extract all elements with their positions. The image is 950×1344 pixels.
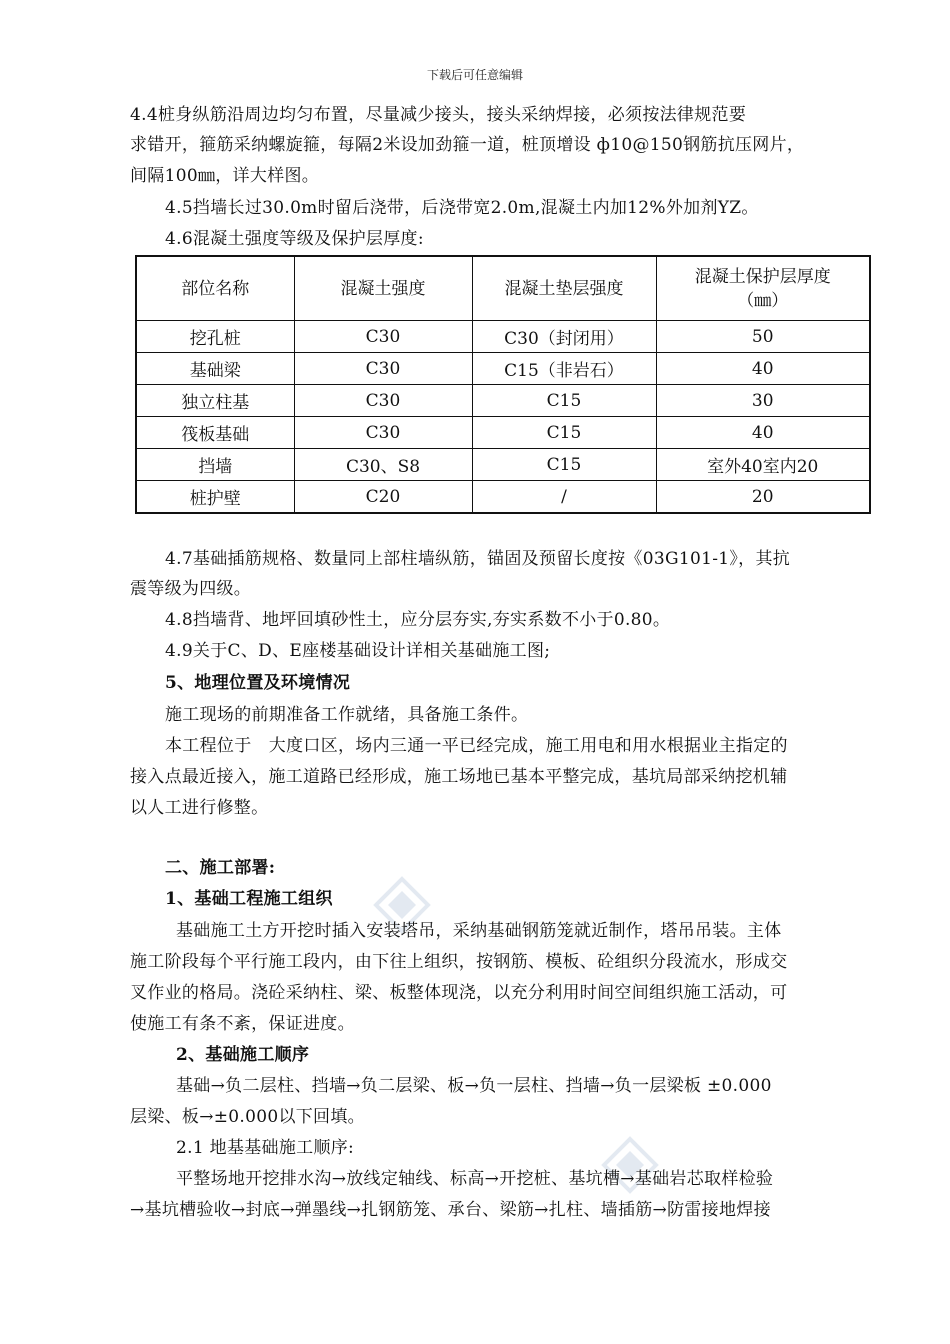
table-cell: C15	[472, 385, 656, 417]
table-cell: C30	[294, 353, 472, 385]
para-2-1-line-4: 使施工有条不紊，保证进度。	[130, 1014, 355, 1034]
header-cover-thickness-unit: （㎜）	[737, 290, 789, 311]
header-cover-thickness	[656, 256, 870, 321]
para-2-2-1-line-2: →基坑槽验收→封底→弹墨线→扎钢筋笼、承台、梁筋→扎柱、墙插筋→防雷接地焊接	[130, 1200, 771, 1220]
para-4-4-line-1: 4.4桩身纵筋沿周边均匀布置，尽量减少接头，接头采纳焊接，必须按法律规范要	[130, 105, 747, 125]
table-row	[136, 481, 870, 514]
table-cell: 挖孔桩	[136, 321, 294, 353]
table-cell: C15	[472, 417, 656, 449]
table-cell: C15（非岩石）	[472, 353, 656, 385]
table-cell: C15	[472, 449, 656, 481]
para-4-7-line-2: 震等级为四级。	[130, 579, 252, 599]
para-2-2-line-2: 层梁、板→±0.000以下回填。	[130, 1107, 365, 1127]
table-row	[136, 385, 870, 417]
para-4-4-line-3: 间隔100㎜，详大样图。	[130, 166, 320, 186]
concrete-strength-table	[135, 255, 871, 514]
heading-2-2: 2、基础施工顺序	[176, 1045, 310, 1065]
table-cell: 40	[656, 417, 870, 449]
para-5a: 施工现场的前期准备工作就绪，具备施工条件。	[165, 705, 529, 725]
header-cover-thickness-label: 混凝土保护层厚度	[694, 266, 831, 287]
para-2-2-1-line-1: 平整场地开挖排水沟→放线定轴线、标高→开挖桩、基坑槽→基础岩芯取样检验	[176, 1169, 774, 1189]
table-cell: 室外40室内20	[656, 449, 870, 481]
heading-2-2-1: 2.1 地基基础施工顺序:	[176, 1138, 355, 1158]
table-row	[136, 417, 870, 449]
table-cell: /	[472, 481, 656, 514]
para-2-1-line-2: 施工阶段每个平行施工段内，由下往上组织，按钢筋、模板、砼组织分段流水，形成交	[130, 952, 788, 972]
table-cell: 独立柱基	[136, 385, 294, 417]
header-note: 下载后可任意编辑	[426, 68, 523, 82]
header-cushion-strength: 混凝土垫层强度	[472, 256, 656, 321]
table-row	[136, 449, 870, 481]
table-cell: 40	[656, 353, 870, 385]
table-row	[136, 353, 870, 385]
para-4-9: 4.9关于C、D、E座楼基础设计详相关基础施工图;	[165, 641, 551, 661]
para-4-7-line-1: 4.7基础插筋规格、数量同上部柱墙纵筋，锚固及预留长度按《03G101-1》，其抗	[165, 549, 791, 569]
table-cell: 筏板基础	[136, 417, 294, 449]
para-2-1-line-1: 基础施工土方开挖时插入安装塔吊，采纳基础钢筋笼就近制作，塔吊吊装。主体	[176, 921, 782, 941]
table-cell: 20	[656, 481, 870, 514]
heading-2: 二、施工部署:	[165, 858, 276, 878]
table-cell: C20	[294, 481, 472, 514]
para-5b-line-2: 接入点最近接入，施工道路已经形成，施工场地已基本平整完成，基坑局部采纳挖机辅	[130, 767, 788, 787]
para-4-5: 4.5挡墙长过30.0m时留后浇带，后浇带宽2.0m,混凝土内加12%外加剂YZ。	[165, 198, 759, 218]
table-header-row	[136, 256, 870, 321]
para-4-4-line-2: 求错开，箍筋采纳螺旋箍，每隔2米设加劲箍一道，桩顶增设 ф10@150钢筋抗压网片，	[130, 135, 805, 155]
para-4-6: 4.6混凝土强度等级及保护层厚度:	[165, 229, 424, 249]
table-cell: 50	[656, 321, 870, 353]
para-2-1-line-3: 叉作业的格局。浇砼采纳柱、梁、板整体现浇，以充分利用时间空间组织施工活动，可	[130, 983, 788, 1003]
heading-5: 5、地理位置及环境情况	[165, 673, 351, 693]
table-cell: 30	[656, 385, 870, 417]
table-cell: 基础梁	[136, 353, 294, 385]
table-cell: 桩护壁	[136, 481, 294, 514]
para-2-2-line-1: 基础→负二层柱、挡墙→负二层梁、板→负一层柱、挡墙→负一层梁板 ±0.000	[176, 1076, 772, 1096]
table-cell: C30、S8	[294, 449, 472, 481]
table-cell: C30（封闭用）	[472, 321, 656, 353]
table-cell: C30	[294, 417, 472, 449]
table-cell: C30	[294, 385, 472, 417]
table-cell: 挡墙	[136, 449, 294, 481]
para-4-8: 4.8挡墙背、地坪回填砂性土，应分层夯实,夯实系数不小于0.80。	[165, 610, 671, 630]
table-cell: C30	[294, 321, 472, 353]
para-5b-line-3: 以人工进行修整。	[130, 798, 269, 818]
heading-2-1: 1、基础工程施工组织	[165, 889, 333, 909]
table-row	[136, 321, 870, 353]
para-5b-line-1: 本工程位于 大度口区，场内三通一平已经完成，施工用电和用水根据业主指定的	[165, 736, 788, 756]
header-concrete-strength: 混凝土强度	[294, 256, 472, 321]
header-part-name: 部位名称	[136, 256, 294, 321]
